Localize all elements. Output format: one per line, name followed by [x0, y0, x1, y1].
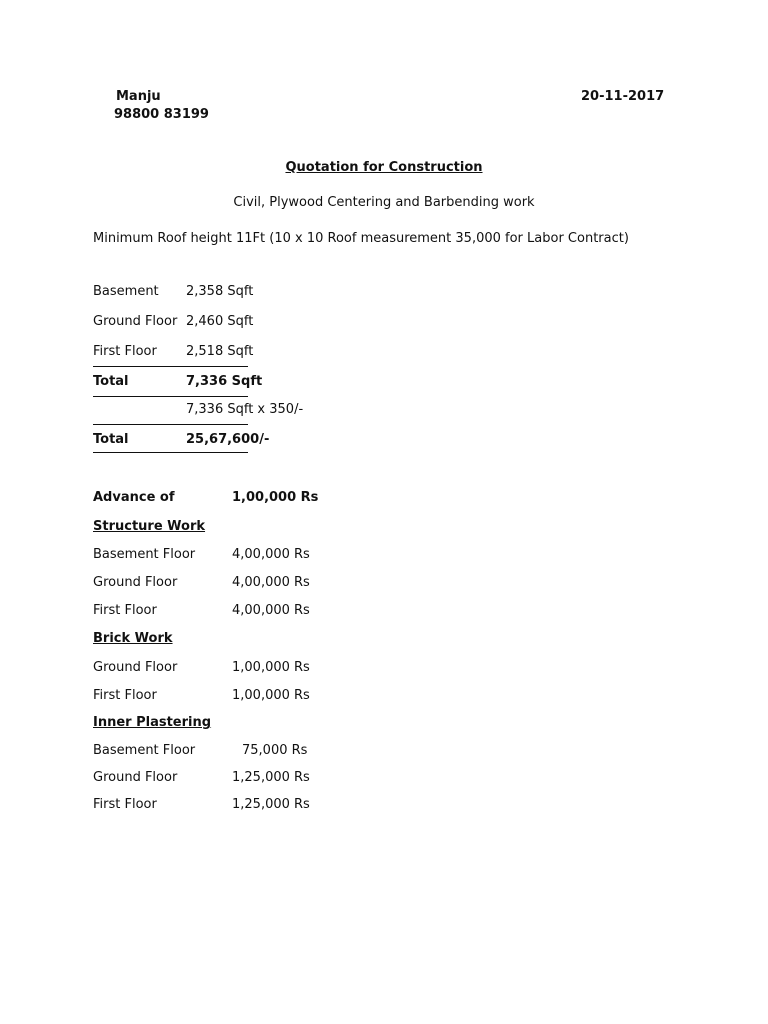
payment-label: Basement Floor	[93, 547, 196, 562]
payment-label: First Floor	[93, 688, 157, 703]
payment-value: 4,00,000 Rs	[232, 547, 310, 562]
payment-value: 4,00,000 Rs	[232, 603, 310, 618]
payment-value: 1,25,000 Rs	[232, 770, 310, 785]
area-divider	[93, 452, 248, 453]
advance-value: 1,00,000 Rs	[232, 490, 319, 505]
payment-value: 1,00,000 Rs	[232, 660, 310, 675]
area-total-value: 7,336 Sqft	[186, 374, 263, 389]
payment-label: First Floor	[93, 797, 157, 812]
grand-total-label: Total	[93, 432, 129, 447]
area-divider	[93, 424, 248, 425]
payment-label: First Floor	[93, 603, 157, 618]
document-date: 20-11-2017	[581, 89, 665, 104]
area-value-first: 2,518 Sqft	[186, 344, 254, 359]
area-value-ground: 2,460 Sqft	[186, 314, 254, 329]
payment-value: 4,00,000 Rs	[232, 575, 310, 590]
grand-total-value: 25,67,600/-	[186, 432, 270, 447]
advance-label: Advance of	[93, 490, 175, 505]
contact-phone: 98800 83199	[114, 107, 209, 122]
area-value-basement: 2,358 Sqft	[186, 284, 254, 299]
payment-label: Ground Floor	[93, 660, 178, 675]
area-divider	[93, 396, 248, 397]
payment-label: Basement Floor	[93, 743, 196, 758]
section-heading-plastering: Inner Plastering	[93, 715, 212, 730]
area-label-first: First Floor	[93, 344, 157, 359]
document-title: Quotation for Construction	[285, 160, 483, 175]
payment-label: Ground Floor	[93, 575, 178, 590]
payment-label: Ground Floor	[93, 770, 178, 785]
payment-value: 1,00,000 Rs	[232, 688, 310, 703]
area-total-label: Total	[93, 374, 129, 389]
area-label-ground: Ground Floor	[93, 314, 178, 329]
area-label-basement: Basement	[93, 284, 159, 299]
payment-value: 1,25,000 Rs	[232, 797, 310, 812]
contact-name: Manju	[116, 89, 161, 104]
section-heading-structure: Structure Work	[93, 519, 206, 534]
rate-calculation: 7,336 Sqft x 350/-	[186, 402, 304, 417]
roof-note: Minimum Roof height 11Ft (10 x 10 Roof measurement 35,000 for Labor Contract)	[93, 231, 629, 246]
document-subtitle: Civil, Plywood Centering and Barbending work	[233, 195, 535, 210]
area-divider	[93, 366, 248, 367]
section-heading-brick: Brick Work	[93, 631, 173, 646]
payment-value: 75,000 Rs	[242, 743, 308, 758]
